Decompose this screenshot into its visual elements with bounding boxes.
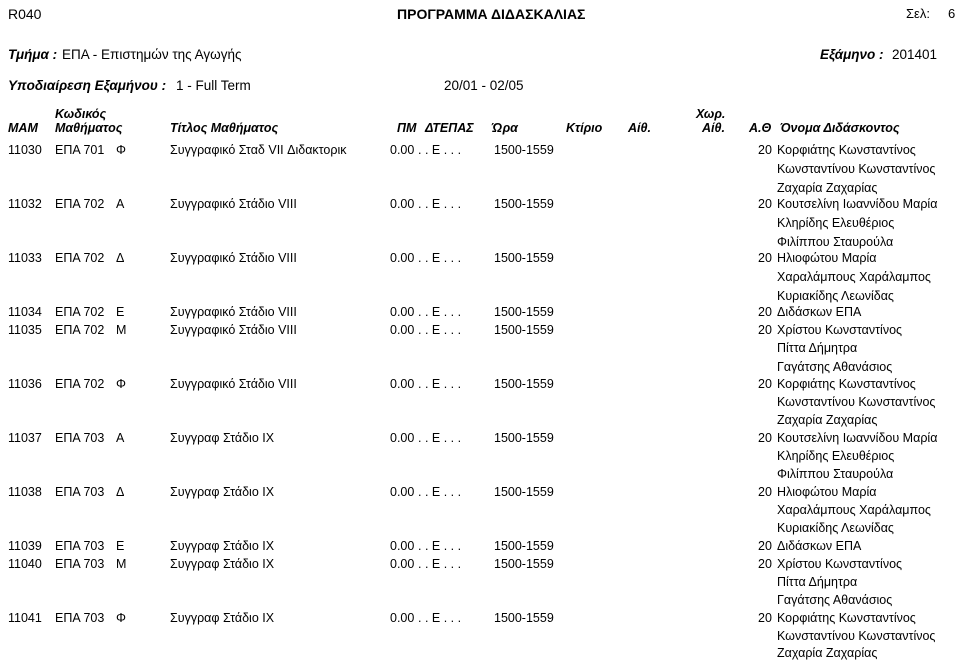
cell-time: 1500-1559 — [494, 539, 554, 553]
cell-code: ΕΠΑ 703 — [55, 611, 105, 625]
cell-mam: 11041 — [8, 611, 42, 625]
cell-ath: 20 — [758, 323, 772, 337]
cell-code: ΕΠΑ 703 — [55, 431, 105, 445]
col-capacity-1: Χωρ. — [696, 107, 726, 121]
cell-title: Συγγραφ Στάδιο IX — [170, 431, 275, 445]
cell-title: Συγγραφικό Στάδιο VIII — [170, 305, 297, 319]
cell-ath: 20 — [758, 197, 772, 211]
instructor-name: Κωνσταντίνου Κωνσταντίνος — [777, 162, 936, 176]
page-number: 6 — [948, 6, 956, 21]
cell-tepas: . . Ε . . . — [418, 377, 462, 391]
cell-time: 1500-1559 — [494, 197, 554, 211]
report-code: R040 — [8, 6, 42, 22]
cell-code: ΕΠΑ 702 — [55, 251, 105, 265]
cell-section: Ε — [116, 305, 125, 319]
cell-time: 1500-1559 — [494, 377, 554, 391]
cell-section: Φ — [116, 611, 126, 625]
report-title: ΠΡΟΓΡΑΜΜΑ ΔΙΔΑΣΚΑΛΙΑΣ — [397, 6, 586, 22]
instructor-name: Κυριακίδης Λεωνίδας — [777, 289, 894, 303]
cell-time: 1500-1559 — [494, 431, 554, 445]
col-tepas: ΔΤΕΠΑΣ — [425, 121, 474, 135]
cell-section: Δ — [116, 251, 125, 265]
instructor-name: Χαραλάμπους Χαράλαμπος — [777, 503, 931, 517]
cell-pm: 0.00 — [390, 323, 415, 337]
cell-section: Α — [116, 431, 125, 445]
cell-pm: 0.00 — [390, 539, 415, 553]
instructor-name: Πίττα Δήμητρα — [777, 575, 858, 589]
cell-ath: 20 — [758, 251, 772, 265]
cell-time: 1500-1559 — [494, 251, 554, 265]
instructor-name: Φιλίππου Σταυρούλα — [777, 235, 894, 249]
cell-mam: 11030 — [8, 143, 42, 157]
department-value: ΕΠΑ - Επιστημών της Αγωγής — [62, 47, 242, 62]
cell-time: 1500-1559 — [494, 305, 554, 319]
col-mam: ΜΑΜ — [8, 121, 38, 135]
cell-section: Α — [116, 197, 125, 211]
cell-tepas: . . Ε . . . — [418, 557, 462, 571]
department-label: Τμήμα : — [8, 47, 58, 62]
cell-mam: 11036 — [8, 377, 42, 391]
cell-mam: 11034 — [8, 305, 42, 319]
cell-section: Δ — [116, 485, 125, 499]
cell-code: ΕΠΑ 703 — [55, 539, 105, 553]
cell-ath: 20 — [758, 377, 772, 391]
date-range: 20/01 - 02/05 — [444, 78, 524, 93]
cell-ath: 20 — [758, 611, 772, 625]
cell-code: ΕΠΑ 702 — [55, 305, 105, 319]
cell-title: Συγγραφικό Στάδιο VIII — [170, 323, 297, 337]
cell-mam: 11038 — [8, 485, 42, 499]
cell-tepas: . . Ε . . . — [418, 431, 462, 445]
cell-ath: 20 — [758, 557, 772, 571]
instructor-name: Χρίστου Κωνσταντίνος — [777, 557, 903, 571]
cell-code: ΕΠΑ 702 — [55, 323, 105, 337]
cell-code: ΕΠΑ 702 — [55, 197, 105, 211]
semester-value: 201401 — [892, 47, 938, 62]
cell-code: ΕΠΑ 703 — [55, 485, 105, 499]
cell-section: Φ — [116, 143, 126, 157]
cell-section: Ε — [116, 539, 125, 553]
cell-pm: 0.00 — [390, 431, 415, 445]
cell-ath: 20 — [758, 539, 772, 553]
cell-ath: 20 — [758, 305, 772, 319]
instructor-name: Κληρίδης Ελευθέριος — [777, 449, 895, 463]
cell-code: ΕΠΑ 702 — [55, 377, 105, 391]
instructor-name: Κουτσελίνη Ιωαννίδου Μαρία — [777, 431, 938, 445]
cell-title: Συγγραφ Στάδιο IX — [170, 557, 275, 571]
col-room: Αίθ. — [628, 121, 651, 135]
instructor-name: Διδάσκων ΕΠΑ — [777, 305, 862, 319]
instructor-name: Πίττα Δήμητρα — [777, 341, 858, 355]
col-building: Κτίριο — [566, 121, 603, 135]
cell-mam: 11035 — [8, 323, 42, 337]
instructor-name: Ζαχαρία Ζαχαρίας — [777, 646, 878, 660]
instructor-name: Χαραλάμπους Χαράλαμπος — [777, 270, 931, 284]
instructor-name: Κορφιάτης Κωνσταντίνος — [777, 143, 916, 157]
instructor-name: Κορφιάτης Κωνσταντίνος — [777, 377, 916, 391]
cell-tepas: . . Ε . . . — [418, 197, 462, 211]
cell-pm: 0.00 — [390, 485, 415, 499]
cell-pm: 0.00 — [390, 611, 415, 625]
cell-mam: 11037 — [8, 431, 42, 445]
instructor-name: Κληρίδης Ελευθέριος — [777, 216, 895, 230]
cell-title: Συγγραφικό Στάδιο VIII — [170, 197, 297, 211]
cell-time: 1500-1559 — [494, 323, 554, 337]
cell-mam: 11039 — [8, 539, 42, 553]
cell-mam: 11033 — [8, 251, 42, 265]
cell-time: 1500-1559 — [494, 611, 554, 625]
subdivision-label: Υποδιαίρεση Εξαμήνου : — [8, 78, 167, 93]
page-label: Σελ: — [906, 6, 930, 21]
instructor-name: Κωνσταντίνου Κωνσταντίνος — [777, 629, 936, 643]
cell-pm: 0.00 — [390, 197, 415, 211]
cell-ath: 20 — [758, 485, 772, 499]
instructor-name: Κυριακίδης Λεωνίδας — [777, 521, 894, 535]
cell-time: 1500-1559 — [494, 143, 554, 157]
col-course-code-1: Κωδικός — [55, 107, 107, 121]
instructor-name: Διδάσκων ΕΠΑ — [777, 539, 862, 553]
cell-tepas: . . Ε . . . — [418, 485, 462, 499]
cell-ath: 20 — [758, 431, 772, 445]
instructor-name: Κωνσταντίνου Κωνσταντίνος — [777, 395, 936, 409]
cell-pm: 0.00 — [390, 143, 415, 157]
cell-title: Συγγραφ Στάδιο IX — [170, 485, 275, 499]
cell-tepas: . . Ε . . . — [418, 251, 462, 265]
cell-pm: 0.00 — [390, 305, 415, 319]
col-instructor: Όνομα Διδάσκοντος — [780, 121, 900, 135]
col-capacity-2: Αίθ. — [702, 121, 725, 135]
instructor-name: Ζαχαρία Ζαχαρίας — [777, 413, 878, 427]
instructor-name: Ζαχαρία Ζαχαρίας — [777, 181, 878, 195]
instructor-name: Ηλιοφώτου Μαρία — [777, 485, 877, 499]
instructor-name: Ηλιοφώτου Μαρία — [777, 251, 877, 265]
cell-mam: 11040 — [8, 557, 42, 571]
cell-section: Μ — [116, 323, 127, 337]
instructor-name: Κορφιάτης Κωνσταντίνος — [777, 611, 916, 625]
instructor-name: Γαγάτσης Αθανάσιος — [777, 360, 893, 374]
cell-code: ΕΠΑ 701 — [55, 143, 105, 157]
cell-title: Συγγραφικό Σταδ VII Διδακτορικ — [170, 143, 347, 157]
cell-pm: 0.00 — [390, 377, 415, 391]
cell-pm: 0.00 — [390, 251, 415, 265]
cell-tepas: . . Ε . . . — [418, 539, 462, 553]
cell-mam: 11032 — [8, 197, 42, 211]
cell-tepas: . . Ε . . . — [418, 323, 462, 337]
instructor-name: Κουτσελίνη Ιωαννίδου Μαρία — [777, 197, 938, 211]
cell-pm: 0.00 — [390, 557, 415, 571]
col-course-code-2: Μαθήματος — [55, 121, 123, 135]
subdivision-value: 1 - Full Term — [176, 78, 251, 93]
cell-title: Συγγραφικό Στάδιο VIII — [170, 377, 297, 391]
cell-title: Συγγραφ Στάδιο IX — [170, 611, 275, 625]
cell-tepas: . . Ε . . . — [418, 305, 462, 319]
cell-ath: 20 — [758, 143, 772, 157]
instructor-name: Χρίστου Κωνσταντίνος — [777, 323, 903, 337]
cell-code: ΕΠΑ 703 — [55, 557, 105, 571]
col-pm: ΠΜ — [397, 121, 417, 135]
col-course-title: Τίτλος Μαθήματος — [170, 121, 279, 135]
semester-label: Εξάμηνο : — [820, 47, 884, 62]
instructor-name: Φιλίππου Σταυρούλα — [777, 467, 894, 481]
cell-time: 1500-1559 — [494, 557, 554, 571]
instructor-name: Γαγάτσης Αθανάσιος — [777, 593, 893, 607]
col-ath: Α.Θ — [749, 121, 772, 135]
col-time: Ώρα — [492, 121, 518, 135]
cell-tepas: . . Ε . . . — [418, 611, 462, 625]
cell-tepas: . . Ε . . . — [418, 143, 462, 157]
cell-title: Συγγραφ Στάδιο IX — [170, 539, 275, 553]
cell-title: Συγγραφικό Στάδιο VIII — [170, 251, 297, 265]
cell-section: Μ — [116, 557, 127, 571]
cell-section: Φ — [116, 377, 126, 391]
cell-time: 1500-1559 — [494, 485, 554, 499]
